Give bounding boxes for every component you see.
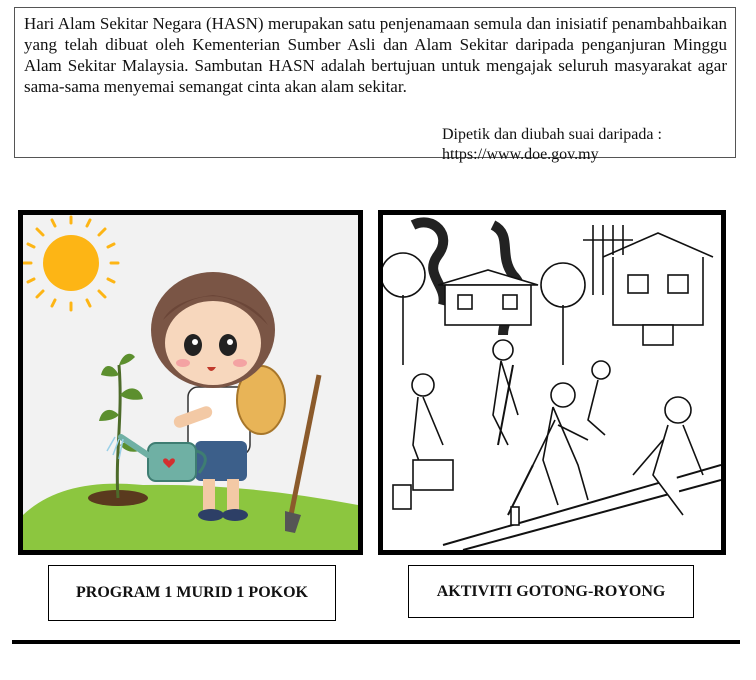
seedling (99, 354, 143, 498)
house-left (438, 270, 538, 325)
tree-middle (541, 263, 585, 307)
person-with-broom (493, 340, 518, 445)
child-figure (151, 272, 285, 521)
divider-rule (12, 640, 740, 644)
person-sweeping (508, 383, 588, 515)
source-url: https://www.doe.gov.my (442, 146, 599, 163)
grass-hill (23, 484, 358, 550)
caption-right: AKTIVITI GOTONG-ROYONG (408, 565, 694, 618)
source-line-1: Dipetik dan diubah suai daripada : (442, 126, 662, 143)
tree-planting-drawing (23, 215, 358, 550)
tree-left (383, 253, 425, 297)
table-right (643, 325, 673, 345)
passage-box (14, 7, 736, 163)
watering-can-icon (107, 437, 205, 481)
bin-left (393, 485, 411, 509)
gotong-royong-illustration (378, 210, 726, 555)
person-carrying (412, 374, 453, 490)
house-right (603, 233, 713, 325)
sun-icon (24, 217, 118, 310)
tree-planting-illustration (18, 210, 363, 555)
passage-text: Hari Alam Sekitar Negara (HASN) merupakan satu penjenamaan semula dan inisiatif penambahbaikan yang telah dibuat oleh Kementerian Sumber Asli dan Alam Sekitar daripada penganjuran Minggu Alam Sekitar Malaysia. Sambutan HASN adalah bertujuan untuk mengajak seluruh masyarakat agar sama-sama menyemai semangat cinta akan alam sekitar. (24, 14, 727, 96)
gotong-royong-drawing (383, 215, 721, 550)
source-citation (442, 125, 662, 165)
caption-left: PROGRAM 1 MURID 1 POKOK (48, 565, 336, 621)
person-kneeling (633, 397, 703, 515)
person-small-right (588, 361, 610, 435)
bottle (511, 507, 519, 525)
